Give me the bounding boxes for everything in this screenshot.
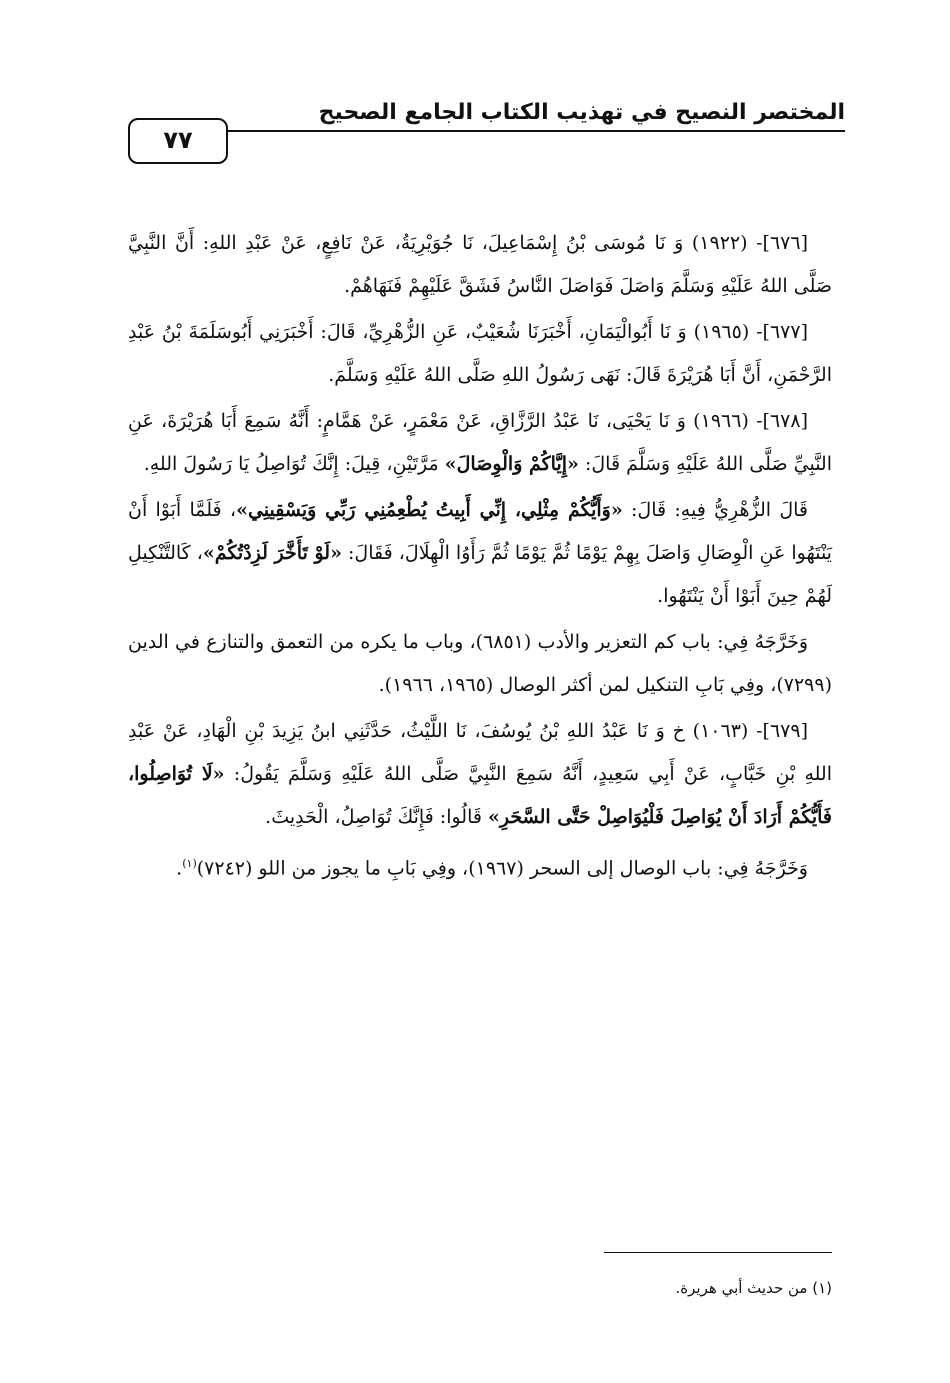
zuhri-quote-1: «وَأَيُّكُمْ مِثْلِي، إِنِّي أَبِيتُ يُطْعِمُنِي رَبِّي وَيَسْقِينِي» (236, 499, 623, 521)
zuhri-text-end: ، كَالتَّنْكِيلِ لَهُمْ حِينَ أَبَوْا أَنْ يَنْتَهُوا. (128, 542, 832, 607)
hadith-679 (128, 710, 832, 839)
zuhri-text-mid: ، فَلَمَّا أَبَوْا أَنْ يَنْتَهُوا عَنِ الْوِصَالِ وَاصَلَ بِهِمْ يَوْمًا ثُمَّ يَوْمًا ثُمَّ رَأَوُا الْهِلَالَ، فَقَالَ: (128, 499, 832, 564)
takhrij-2-text: وَخَرَّجَهُ فِي: باب الوصال إلى السحر (١٩٦٧)، وفِي بَابِ ما يجوز من اللو (٧٢٤٢) (196, 857, 808, 880)
page-header (120, 96, 845, 176)
footnote-1: (١) من حديث أبي هريرة. (675, 1279, 832, 1297)
hadith-677: [٦٧٧]- (١٩٦٥) وَ نَا أَبُوالْيَمَانِ، أَخْبَرَنَا شُعَيْبٌ، عَنِ الزُّهْرِيِّ، قَالَ: أَخْبَرَنِي أَبُوسَلَمَةَ بْنُ عَبْدِ الرَّحْمَنِ، أَنَّ أَبَا هُرَيْرَةَ قَالَ: نَهَى رَسُولُ اللهِ صَلَّى اللهُ عَلَيْهِ وَسَلَّمَ. (128, 321, 832, 386)
main-text (128, 222, 832, 893)
hadith-676: [٦٧٦]- (١٩٢٢) وَ نَا مُوسَى بْنُ إِسْمَاعِيلَ، نَا جُوَيْرِيَةُ، عَنْ نَافِعٍ، عَنْ عَبْدِ اللهِ: أَنَّ النَّبِيَّ صَلَّى اللهُ عَلَيْهِ وَسَلَّمَ وَاصَلَ فَوَاصَلَ النَّاسُ فَشَقَّ عَلَيْهِمْ فَنَهَاهُمْ. (128, 232, 832, 297)
zuhri-text: قَالَ الزُّهْرِيُّ فِيهِ: قَالَ: (622, 499, 808, 521)
hadith-679-text-end: قَالُوا: فَإِنَّكَ تُوَاصِلُ، الْحَدِيثَ. (265, 806, 488, 828)
hadith-679-quote: «لَا تُوَاصِلُوا، فَأَيُّكُمْ أَرَادَ أَنْ يُوَاصِلَ فَلْيُوَاصِلْ حَتَّى السَّحَرِ» (128, 763, 832, 828)
zuhri-note (128, 489, 832, 618)
takhrij-2-end: . (176, 857, 183, 880)
running-title: المختصر النصيح في تهذيب الكتاب الجامع الصحيح (318, 100, 845, 125)
takhrij-1: وَخَرَّجَهُ فِي: باب كم التعزير والأدب (٦٨٥١)، وباب ما يكره من التعمق والتنازع في الدين (٧٢٩٩)، وفِي بَابِ التنكيل لمن أكثر الوصال (١٩٦٥، ١٩٦٦). (128, 631, 832, 696)
zuhri-quote-2: «لَوْ تَأَخَّرَ لَزِدْتُكُمْ» (202, 542, 342, 564)
takhrij-2 (128, 842, 832, 890)
page-number: ٧٧ (128, 118, 228, 164)
hadith-678 (128, 400, 832, 486)
hadith-678-quote: «إِيَّاكُمْ وَالْوِصَالَ» (444, 453, 579, 475)
hadith-679-text: [٦٧٩]- (١٠٦٣) خ وَ نَا عَبْدُ اللهِ بْنُ يُوسُفَ، نَا اللَّيْثُ، حَدَّثَنِي ابنُ يَزِيدَ بْنِ الْهَادِ، عَنْ عَبْدِ اللهِ بْنِ خَبَّابٍ، عَنْ أَبِي سَعِيدٍ، أَنَّهُ سَمِعَ النَّبِيَّ صَلَّى اللهُ عَلَيْهِ وَسَلَّمَ يَقُولُ: (128, 720, 832, 785)
footnote-marker[interactable]: (١) (182, 857, 197, 870)
hadith-678-text: [٦٧٨]- (١٩٦٦) وَ نَا يَحْيَى، نَا عَبْدُ الرَّزَّاقِ، عَنْ مَعْمَرٍ، عَنْ هَمَّامٍ: أَنَّهُ سَمِعَ أَبَا هُرَيْرَةَ، عَنِ النَّبِيِّ صَلَّى اللهُ عَلَيْهِ وَسَلَّمَ قَالَ: (128, 410, 832, 475)
footnote-rule (604, 1252, 832, 1253)
hadith-678-text-end: مَرَّتَيْنِ، قِيلَ: إِنَّكَ تُوَاصِلُ يَا رَسُولَ اللهِ. (143, 453, 445, 475)
header-rule (228, 130, 845, 132)
